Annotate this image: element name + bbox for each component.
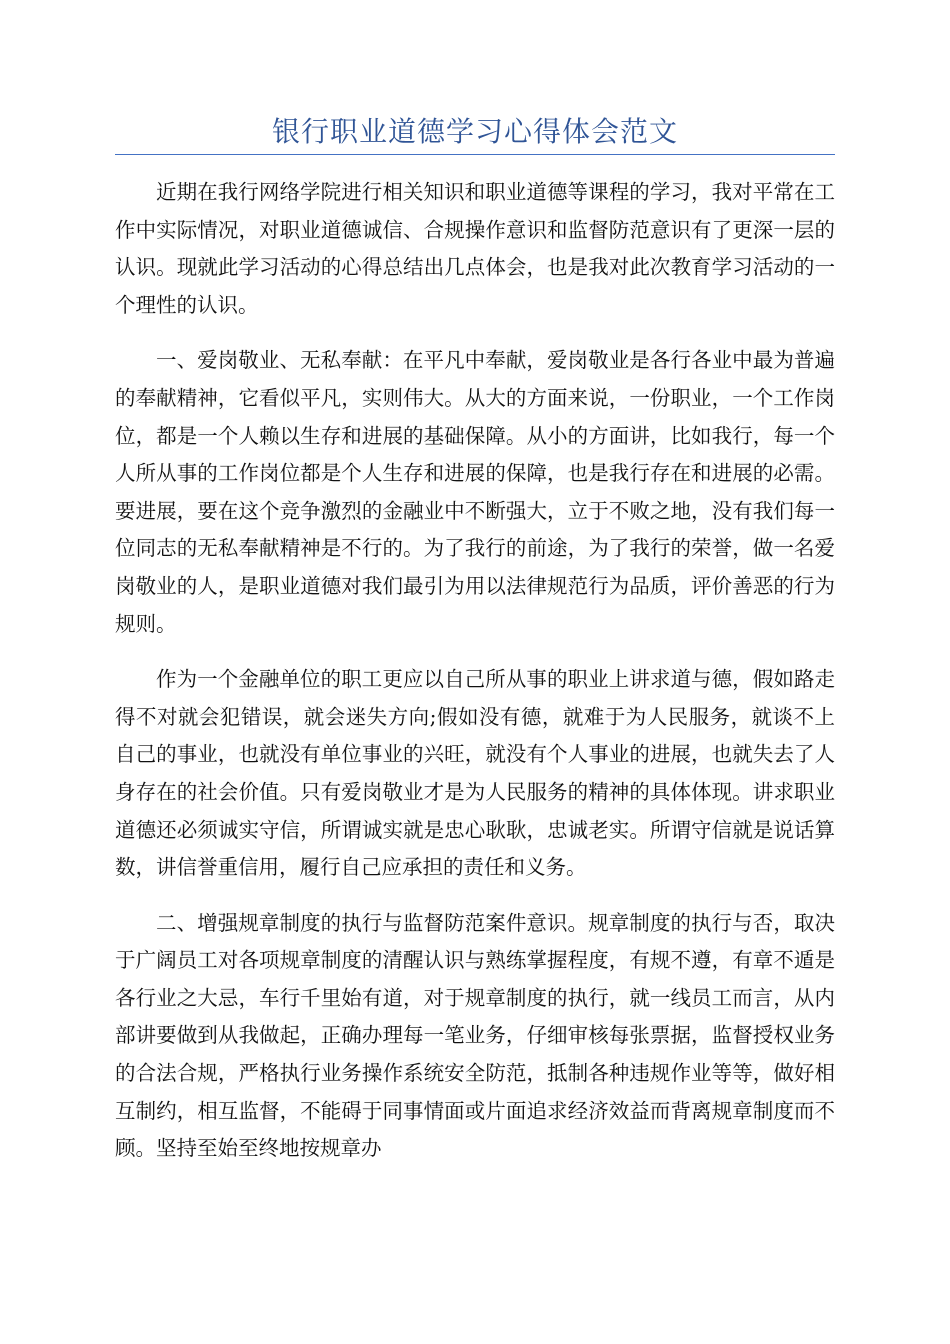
paragraph-regulations: 二、增强规章制度的执行与监督防范案件意识。规章制度的执行与否，取决于广阔员工对各项规章制度的清醒认识与熟练掌握程度，有规不遵，有章不遁是各行业之大忌，车行千里始有道，对于规章制度的执行，就一线员工而言，从内部讲要做到从我做起，正确办理每一笔业务，仔细审核每张票据，监督授权业务的合法合规，严格执行业务操作系统安全防范，抵制各种违规作业等等，做好相互制约，相互监督，不能碍于同事情面或片面追求经济效益而背离规章制度而不顾。坚持至始至终地按规章办 [115,910,835,1161]
document-body [115,174,835,1186]
paragraph-intro: 近期在我行网络学院进行相关知识和职业道德等课程的学习，我对平常在工作中实际情况，对职业道德诚信、合规操作意识和监督防范意识有了更深一层的认识。现就此学习活动的心得总结出几点体会，也是我对此次教育学习活动的一个理性的认识。 [115,180,835,317]
document-title: 银行职业道德学习心得体会范文 [271,115,678,148]
paragraph-dedication: 一、爱岗敬业、无私奉献：在平凡中奉献，爱岗敬业是各行各业中最为普遍的奉献精神，它看似平凡，实则伟大。从大的方面来说，一份职业，一个工作岗位，都是一个人赖以生存和进展的基础保障。从小的方面讲，比如我行，每一个人所从事的工作岗位都是个人生存和进展的保障，也是我行存在和进展的必需。要进展，要在这个竞争激烈的金融业中不断强大，立于不败之地，没有我们每一位同志的无私奉献精神是不行的。为了我行的前途，为了我行的荣誉，做一名爱岗敬业的人，是职业道德对我们最引为用以法律规范行为品质，评价善恶的行为规则。 [115,348,835,636]
paragraph-integrity: 作为一个金融单位的职工更应以自己所从事的职业上讲求道与德，假如路走得不对就会犯错误，就会迷失方向;假如没有德，就难于为人民服务，就谈不上自己的事业，也就没有单位事业的兴旺，就没有个人事业的进展，也就失去了人身存在的社会价值。只有爱岗敬业才是为人民服务的精神的具体体现。讲求职业道德还必须诚实守信，所谓诚实就是忠心耿耿，忠诚老实。所谓守信就是说话算数，讲信誉重信用，履行自己应承担的责任和义务。 [115,667,835,880]
title-underline [115,154,835,155]
